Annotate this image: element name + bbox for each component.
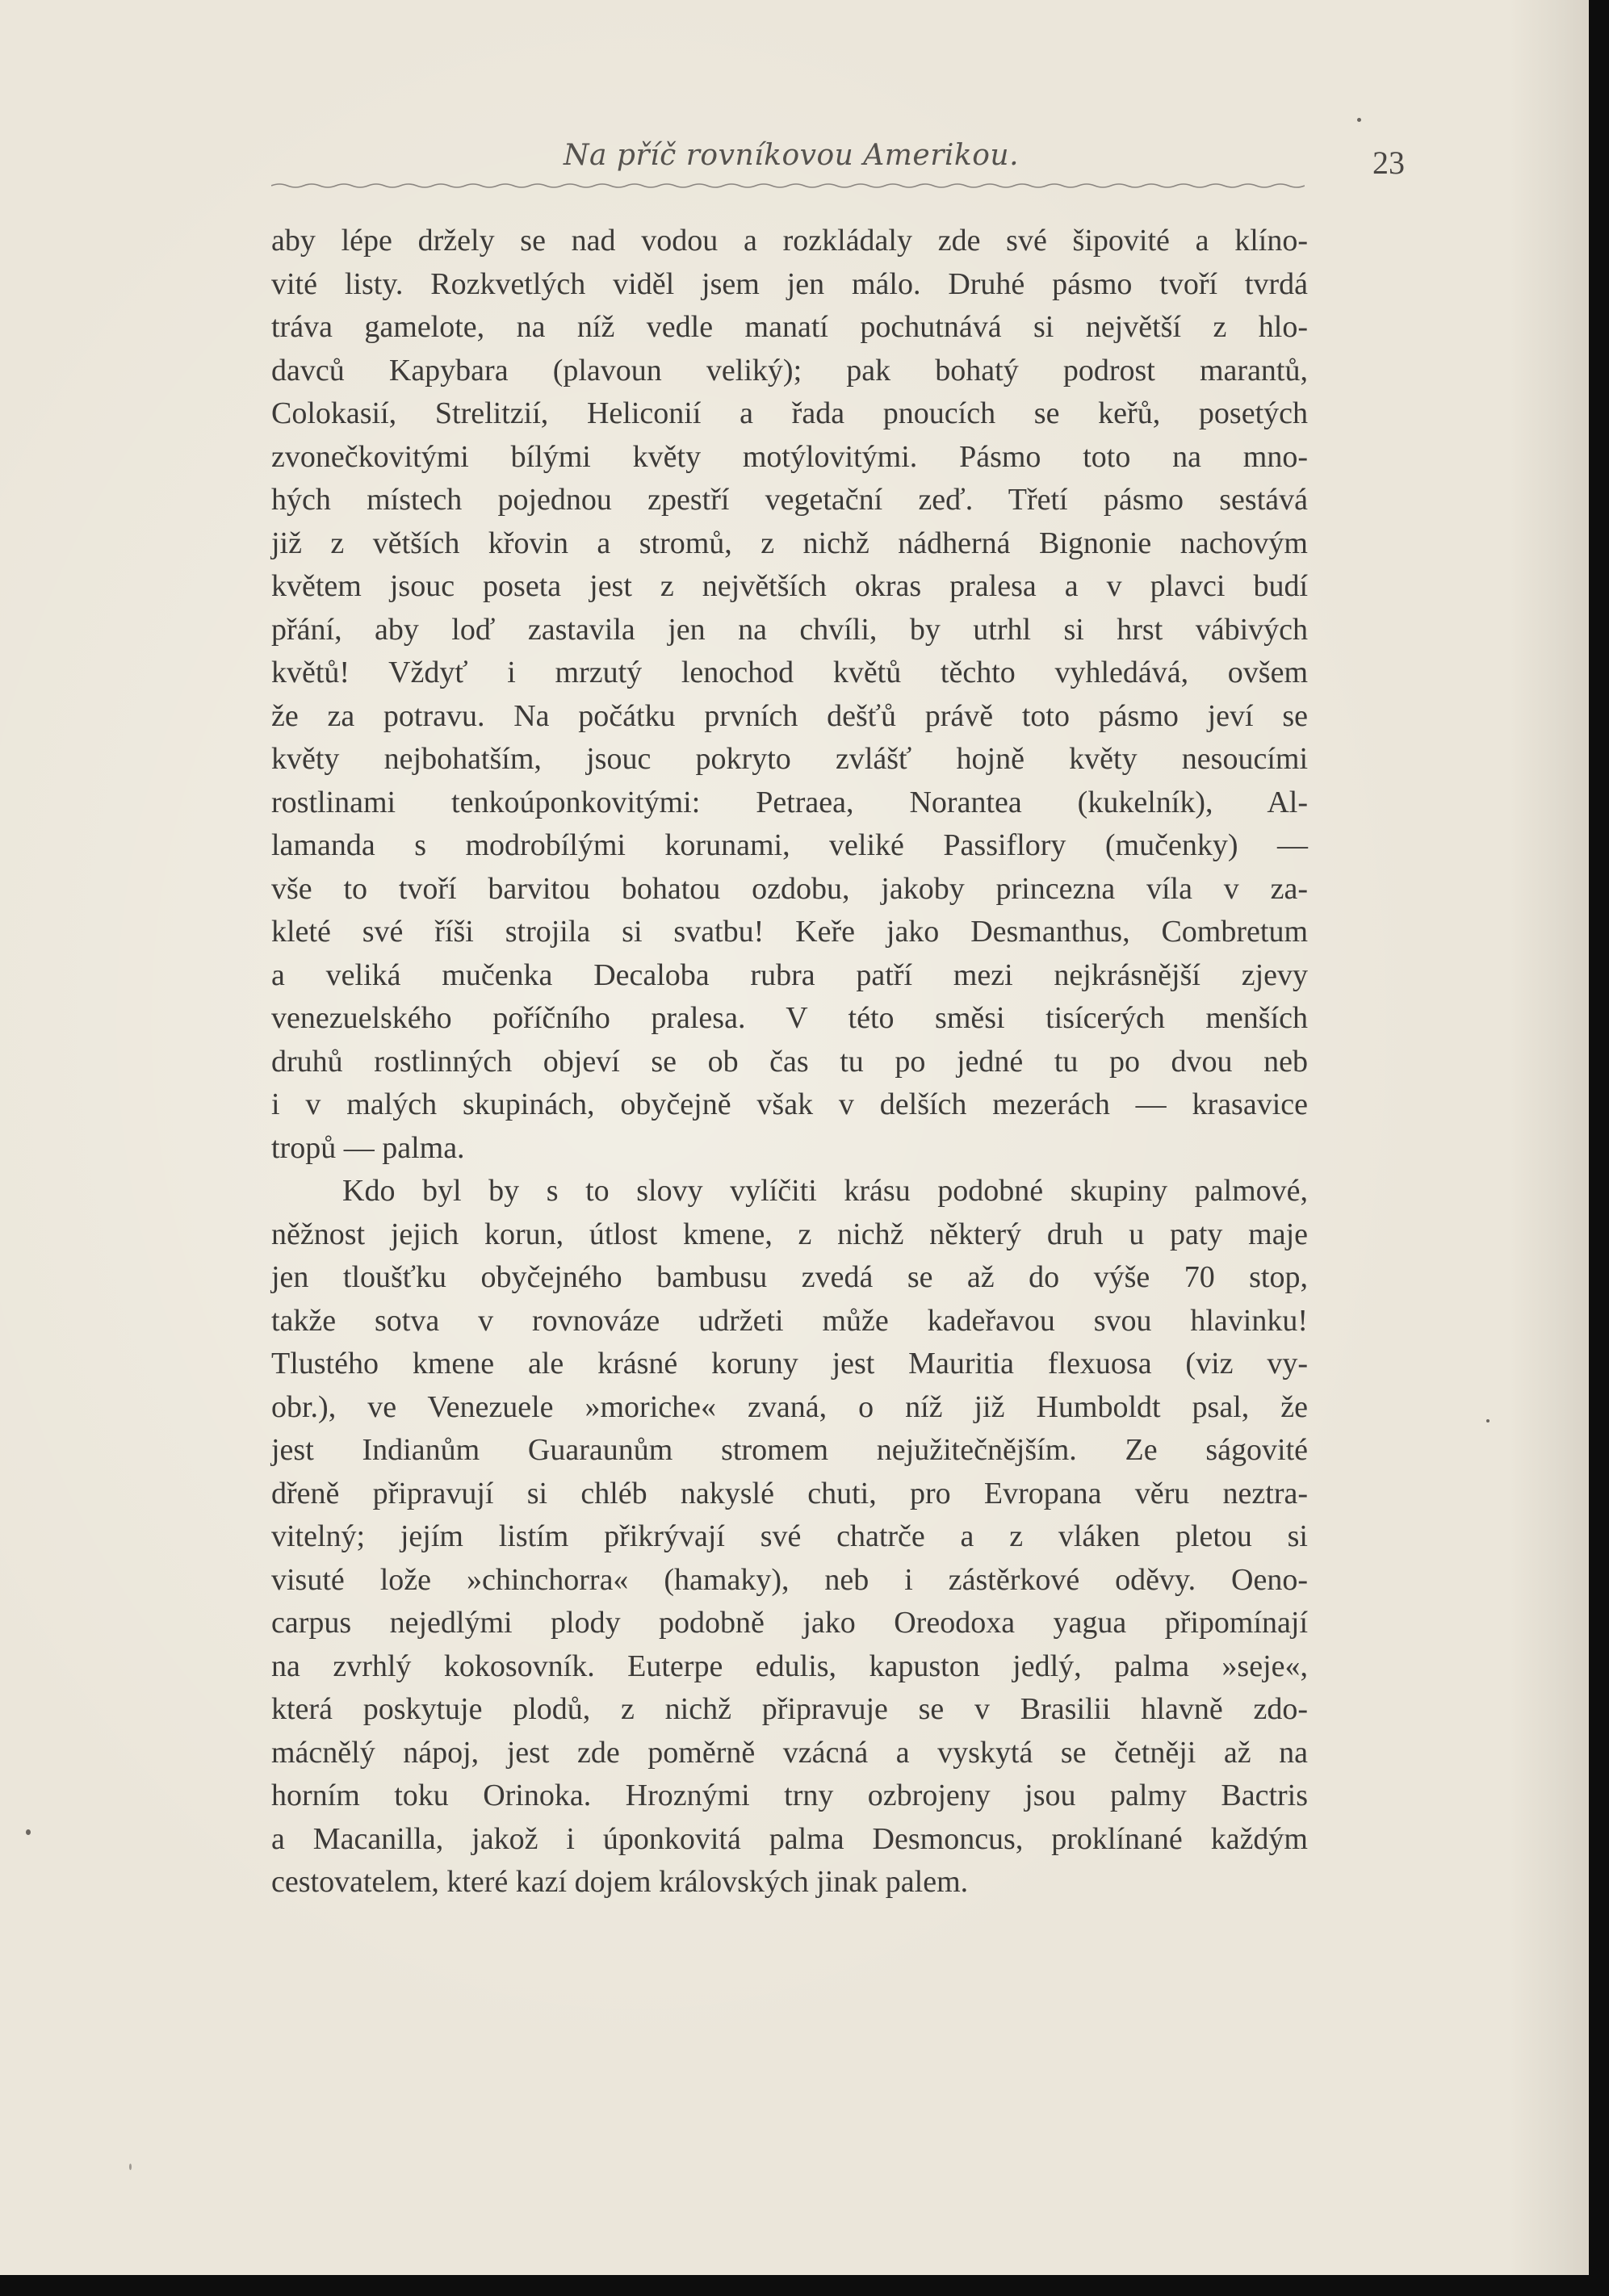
- text-line: na zvrhlý kokosovník. Euterpe edulis, kapuston jedlý, palma »seje«,: [271, 1649, 1308, 1683]
- text-line: květů! Vždyť i mrzutý lenochod květů těchto vyhledává, ovšem: [271, 656, 1308, 689]
- text-line: že za potravu. Na počátku prvních dešťů právě toto pásmo jeví se: [271, 698, 1308, 733]
- scan-speck: [129, 2164, 132, 2170]
- text-line: vitelný; jejím listím přikrývají své chatrče a z vláken pletou si: [271, 1519, 1308, 1553]
- running-title: Na příč rovníkovou Amerikou.: [563, 139, 1020, 172]
- text-line: cestovatelem, které kazí dojem královských jinak palem.: [271, 1865, 969, 1899]
- text-line: něžnost jejich korun, útlost kmene, z nichž některý druh u paty maje: [271, 1217, 1308, 1251]
- paragraph-1: [271, 220, 1308, 1170]
- text-line: Tlustého kmene ale krásné koruny jest Mauritia flexuosa (viz vy-: [271, 1347, 1308, 1381]
- text-line: kleté své říši strojila si svatbu! Keře jako Desmanthus, Combretum: [271, 915, 1308, 949]
- text-line: Kdo byl by s to slovy vylíčiti krásu podobné skupiny palmové,: [342, 1174, 1308, 1208]
- paragraph-2: [271, 1170, 1308, 1904]
- text-line: a Macanilla, jakož i úponkovitá palma Desmoncus, proklínané každým: [271, 1821, 1308, 1856]
- text-line: lamanda s modrobílými korunami, veliké Passiflory (mučenky) —: [271, 828, 1308, 862]
- scan-speck: [1486, 1419, 1490, 1422]
- text-line: davců Kapybara (plavoun veliký); pak bohatý podrost marantů,: [271, 353, 1308, 388]
- text-line: obr.), ve Venezuele »moriche« zvaná, o níž již Humboldt psal, že: [271, 1389, 1308, 1424]
- scan-speck: [26, 1829, 31, 1835]
- decorative-wavy-rule: [271, 176, 1305, 192]
- text-line: která poskytuje plodů, z nichž připravuje se v Brasilii hlavně zdo-: [271, 1692, 1308, 1726]
- text-line: vité listy. Rozkvetlých viděl jsem jen málo. Druhé pásmo tvoří tvrdá: [271, 266, 1308, 301]
- text-line: květem jsouc poseta jest z největších okras pralesa a v plavci budí: [271, 569, 1308, 603]
- text-line: přání, aby loď zastavila jen na chvíli, by utrhl si hrst vábivých: [271, 612, 1308, 647]
- text-line: jest Indianům Guaraunům stromem nejužitečnějším. Ze ságovité: [271, 1433, 1308, 1467]
- body-text: [271, 220, 1308, 1904]
- text-line: venezuelského poříčního pralesa. V této směsi tisícerých menších: [271, 1001, 1308, 1035]
- text-line: horním toku Orinoka. Hroznými trny ozbrojeny jsou palmy Bactris: [271, 1779, 1308, 1812]
- text-line: druhů rostlinných objeví se ob čas tu po jedné tu po dvou neb: [271, 1044, 1308, 1079]
- text-line: i v malých skupinách, obyčejně však v delších mezerách — krasavice: [271, 1087, 1308, 1121]
- page-number: 23: [1372, 145, 1405, 181]
- text-line: tropů — palma.: [271, 1130, 465, 1165]
- text-line: aby lépe držely se nad vodou a rozkládaly zde své šipovité a klíno-: [271, 224, 1308, 258]
- scan-border-bottom: [0, 2275, 1609, 2296]
- text-line: a veliká mučenka Decaloba rubra patří mezi nejkrásnější zjevy: [271, 957, 1308, 992]
- text-line: mácnělý nápoj, jest zde poměrně vzácná a vyskytá se četněji až na: [271, 1735, 1308, 1770]
- text-line: Colokasií, Strelitzií, Heliconií a řada pnoucích se keřů, posetých: [271, 396, 1308, 430]
- text-line: rostlinami tenkoúponkovitými: Petraea, Norantea (kukelník), Al-: [271, 785, 1308, 819]
- text-line: dřeně připravují si chléb nakyslé chuti, pro Evropana věru neztra-: [271, 1476, 1308, 1510]
- text-line: visuté lože »chinchorra« (hamaky), neb i zástěrkové oděvy. Oeno-: [271, 1562, 1308, 1597]
- text-line: jen tloušťku obyčejného bambusu zvedá se až do výše 70 stop,: [271, 1260, 1308, 1294]
- text-line: carpus nejedlými plody podobně jako Oreodoxa yagua připomínají: [271, 1606, 1308, 1640]
- text-line: hých místech pojednou zpestří vegetační zeď. Třetí pásmo sestává: [271, 483, 1308, 517]
- text-line: takže sotva v rovnováze udržeti může kadeřavou svou hlavinku!: [271, 1303, 1308, 1338]
- text-line: již z větších křovin a stromů, z nichž nádherná Bignonie nachovým: [271, 526, 1308, 560]
- text-line: tráva gamelote, na níž vedle manatí pochutnává si největší z hlo-: [271, 310, 1308, 344]
- scan-border-right: [1589, 0, 1609, 2296]
- text-line: vše to tvoří barvitou bohatou ozdobu, jakoby princezna víla v za-: [271, 871, 1308, 906]
- text-line: květy nejbohatším, jsouc pokryto zvlášť hojně květy nesoucími: [271, 742, 1308, 776]
- text-line: zvonečkovitými bílými květy motýlovitými. Pásmo toto na mno-: [271, 439, 1308, 474]
- scan-speck: [1357, 118, 1361, 122]
